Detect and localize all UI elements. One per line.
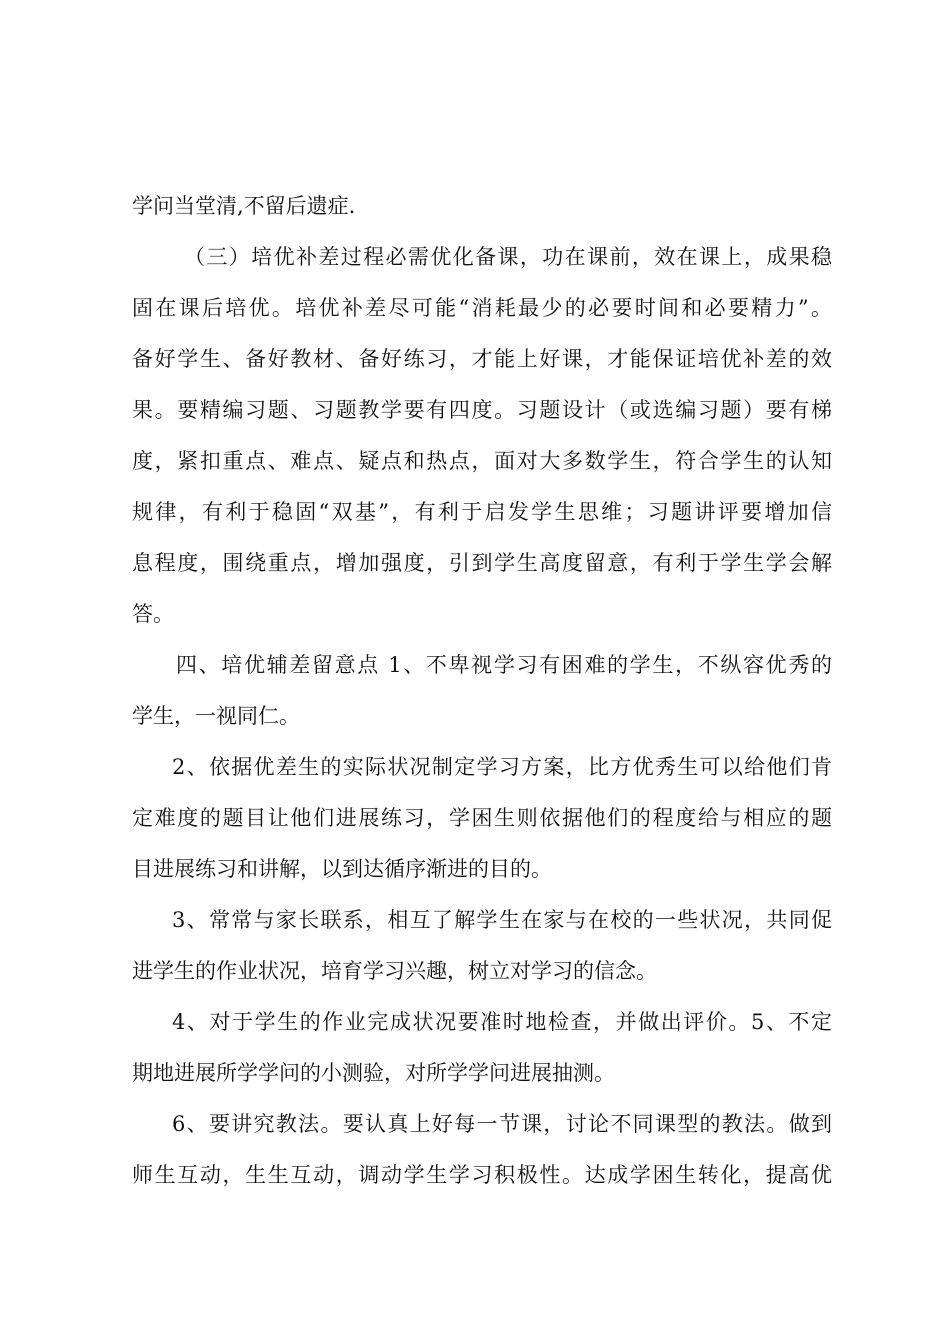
text-line: 3、常常与家长联系，相互了解学生在家与在校的一些状况，共同促 bbox=[172, 908, 832, 932]
text-line: 2、依据优差生的实际状况制定学习方案，比方优秀生可以给他们肯 bbox=[172, 755, 832, 779]
text-line: 果。要精编习题、习题教学要有四度。习题设计（或选编习题）要有梯 bbox=[132, 398, 832, 422]
text-line: 定难度的题目让他们进展练习，学困生则依据他们的程度给与相应的题 bbox=[132, 806, 832, 830]
text-line: （三）培优补差过程必需优化备课，功在课前，效在课上，成果稳 bbox=[184, 245, 832, 269]
text-line: 目进展练习和讲解，以到达循序渐进的目的。 bbox=[132, 857, 552, 881]
text-line: 规律，有利于稳固“双基”，有利于启发学生思维；习题讲评要增加信 bbox=[132, 500, 832, 524]
text-line: 固在课后培优。培优补差尽可能“消耗最少的必要时间和必要精力”。 bbox=[132, 296, 832, 320]
text-line: 学生，一视同仁。 bbox=[132, 704, 300, 728]
text-line: 备好学生、备好教材、备好练习，才能上好课，才能保证培优补差的效 bbox=[132, 347, 832, 371]
text-line: 度，紧扣重点、难点、疑点和热点，面对大多数学生，符合学生的认知 bbox=[132, 449, 832, 473]
text-line: 师生互动，生生互动，调动学生学习积极性。达成学困生转化，提高优 bbox=[132, 1163, 832, 1187]
text-line: 答。 bbox=[132, 602, 174, 626]
text-line: 期地进展所学学问的小测验，对所学学问进展抽测。 bbox=[132, 1061, 615, 1085]
text-line: 4、对于学生的作业完成状况要准时地检查，并做出评价。5、不定 bbox=[172, 1010, 832, 1034]
text-line: 学问当堂清,不留后遗症. bbox=[132, 194, 356, 218]
text-line: 6、要讲究教法。要认真上好每一节课，讨论不同课型的教法。做到 bbox=[172, 1112, 832, 1136]
text-line: 进学生的作业状况，培育学习兴趣，树立对学习的信念。 bbox=[132, 959, 657, 983]
text-line: 四、培优辅差留意点 1、不卑视学习有困难的学生，不纵容优秀的 bbox=[176, 653, 832, 677]
text-line: 息程度，围绕重点，增加强度，引到学生高度留意，有利于学生学会解 bbox=[132, 551, 832, 575]
